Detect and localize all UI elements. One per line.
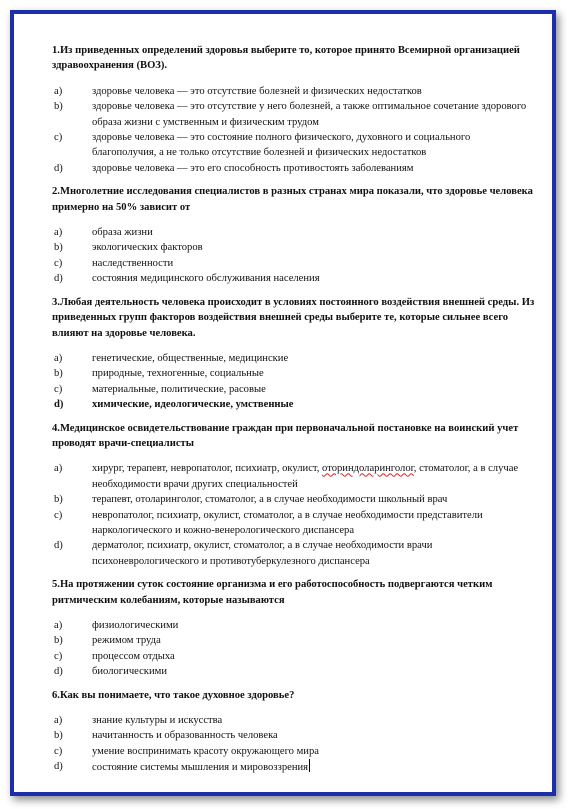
option-text: химические, идеологические, умственные xyxy=(92,399,294,411)
option-marker: d) xyxy=(54,399,64,411)
option-marker: d) xyxy=(54,273,63,285)
option-text: здоровье человека — это его способность противостоять заболеваниям xyxy=(92,162,414,174)
option-marker: c) xyxy=(54,509,63,521)
option-text: физиологическими xyxy=(92,620,179,631)
option-2a[interactable] xyxy=(52,225,536,240)
option-marker: b) xyxy=(54,494,63,506)
option-4c[interactable] xyxy=(52,508,536,539)
option-text: режимом труда xyxy=(92,635,161,647)
option-5b[interactable] xyxy=(52,633,536,648)
option-text: терапевт, отоларинголог, стоматолог, а в случае необходимости школьный врач xyxy=(92,494,448,506)
option-4a[interactable] xyxy=(52,461,536,492)
option-marker: b) xyxy=(54,101,63,113)
option-marker: b) xyxy=(54,635,63,647)
option-3a[interactable] xyxy=(52,351,536,366)
option-2c[interactable] xyxy=(52,256,536,271)
option-5d[interactable] xyxy=(52,664,536,679)
question-2-options xyxy=(52,225,536,287)
question-2 xyxy=(52,184,536,286)
option-text: здоровье человека — это состояние полного физического, духовного и социального благополучия, а не только отсутствие болезней и физических недостатков xyxy=(92,132,471,159)
question-4-options xyxy=(52,461,536,569)
option-marker: d) xyxy=(54,540,63,552)
option-marker: a) xyxy=(54,352,63,364)
question-6 xyxy=(52,688,536,776)
option-4d[interactable] xyxy=(52,538,536,569)
option-text: состояния медицинского обслуживания населения xyxy=(92,273,320,285)
option-marker: c) xyxy=(54,745,63,757)
option-text: дерматолог, психиатр, окулист, стоматолог, а в случае необходимости врачи психоневрологического и противотуберкулезного диспансера xyxy=(92,540,433,567)
option-1a[interactable] xyxy=(52,84,536,99)
question-2-title: 2.Многолетние исследования специалистов в разных странах мира показали, что здоровье человека примерно на 50% зависит от xyxy=(52,186,533,213)
option-6b[interactable] xyxy=(52,728,536,743)
option-text: здоровье человека — это отсутствие болезней и физических недостатков xyxy=(92,85,422,97)
option-text: материальные, политические, расовые xyxy=(92,383,266,395)
question-4 xyxy=(52,421,536,570)
option-text: экологических факторов xyxy=(92,242,203,254)
option-text-part: , стоматолог, а в случае необходимости врачи других специальностей xyxy=(92,463,519,490)
option-marker: a) xyxy=(54,463,63,475)
option-6c[interactable] xyxy=(52,744,536,759)
question-4-title: 4.Медицинское освидетельствование граждан при первоначальной постановке на воинский учет проводят врачи-специалисты xyxy=(52,422,519,449)
option-marker: d) xyxy=(54,162,63,174)
option-marker: c) xyxy=(54,132,63,144)
option-1c[interactable] xyxy=(52,130,536,161)
option-text: невропатолог, психиатр, окулист, стоматолог, а в случае необходимости представители наркологического и кожно-венерологического диспансера xyxy=(92,509,483,536)
option-text: знание культуры и искусства xyxy=(92,715,223,727)
option-text: процессом отдыха xyxy=(92,650,175,662)
option-6d[interactable] xyxy=(52,759,536,775)
option-text xyxy=(92,463,518,489)
spellcheck-flagged-word: оториндоларинголог xyxy=(322,463,414,475)
option-3d[interactable] xyxy=(52,397,536,412)
option-text: состояние системы мышления и мировоззрения xyxy=(92,762,309,774)
option-marker: a) xyxy=(54,715,63,727)
text-cursor xyxy=(309,759,310,772)
option-marker: c) xyxy=(54,383,63,395)
question-6-options xyxy=(52,713,536,776)
option-text: образа жизни xyxy=(92,227,153,239)
option-5a[interactable] xyxy=(52,618,536,633)
option-text: генетические, общественные, медицинские xyxy=(92,352,289,364)
option-3c[interactable] xyxy=(52,382,536,397)
option-marker: b) xyxy=(54,368,63,380)
question-3 xyxy=(52,295,536,413)
option-marker: b) xyxy=(54,242,63,254)
option-marker: d) xyxy=(54,666,63,678)
question-1 xyxy=(52,43,536,176)
question-1-options xyxy=(52,84,536,176)
option-marker: a) xyxy=(54,227,63,239)
option-marker: c) xyxy=(54,650,63,662)
option-text-part: хирург, терапевт, невропатолог, психиатр, окулист, xyxy=(92,463,323,475)
option-6a[interactable] xyxy=(52,713,536,728)
option-text: наследственности xyxy=(92,257,174,269)
document-frame xyxy=(10,10,556,796)
option-marker: a) xyxy=(54,85,63,97)
option-text: природные, техногенные, социальные xyxy=(92,368,264,380)
question-3-options xyxy=(52,351,536,413)
option-marker: a) xyxy=(54,620,63,631)
question-6-title: 6.Как вы понимаете, что такое духовное здоровье? xyxy=(52,689,295,701)
question-5-options xyxy=(52,618,536,680)
option-5c[interactable] xyxy=(52,649,536,664)
option-marker: c) xyxy=(54,257,63,269)
question-5 xyxy=(52,577,536,679)
option-3b[interactable] xyxy=(52,366,536,381)
option-4b[interactable] xyxy=(52,492,536,507)
option-text: умение воспринимать красоту окружающего мира xyxy=(92,745,319,757)
option-1b[interactable] xyxy=(52,99,536,130)
option-marker: b) xyxy=(54,730,63,742)
option-text: начитанность и образованность человека xyxy=(92,730,278,742)
option-marker: d) xyxy=(54,761,63,773)
document-body xyxy=(52,43,536,784)
option-2b[interactable] xyxy=(52,240,536,255)
question-1-title: 1.Из приведенных определений здоровья выберите то, которое принято Всемирной организацией здравоохранения (ВОЗ). xyxy=(52,45,520,72)
option-text: биологическими xyxy=(92,666,167,678)
question-3-title: 3.Любая деятельность человека происходит в условиях постоянного воздействия внешней среды. Из приведенных групп факторов воздействия внешней среды выберите те, которые сильнее всего влияют на здоровье человека. xyxy=(52,296,535,339)
option-1d[interactable] xyxy=(52,161,536,176)
option-2d[interactable] xyxy=(52,271,536,286)
question-5-title: 5.На протяжении суток состояние организма и его работоспособность подвергаются четким ритмическим колебаниям, которые называются xyxy=(52,579,493,606)
option-text: здоровье человека — это отсутствие у него болезней, а также оптимальное сочетание здорового образа жизни с умственным и физическим трудом xyxy=(92,101,527,128)
